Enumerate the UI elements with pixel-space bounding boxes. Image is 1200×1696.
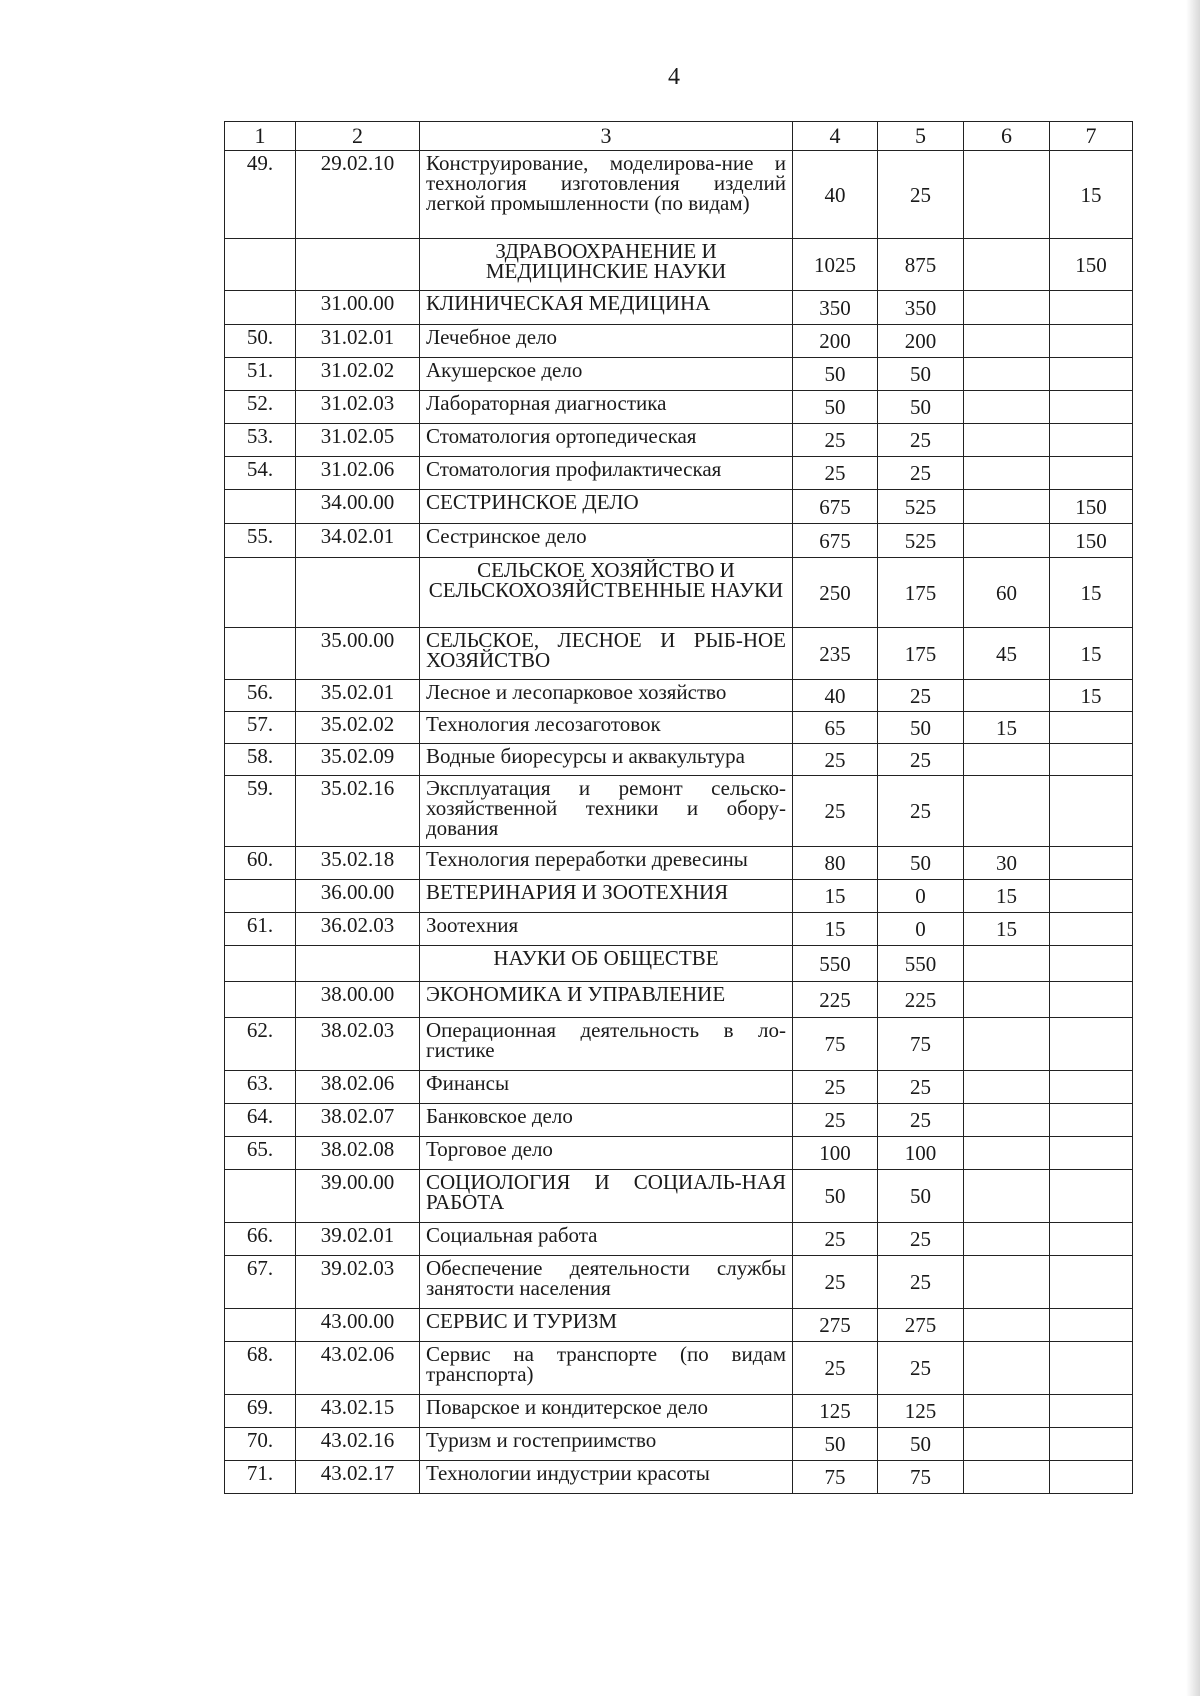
code-cell: 38.00.00 <box>296 982 420 1018</box>
col6-value-cell <box>964 151 1050 239</box>
row-number-cell: 58. <box>225 744 296 776</box>
row-number-cell: 68. <box>225 1342 296 1395</box>
col7-value-cell <box>1050 1170 1133 1223</box>
name-cell: Технология лесозаготовок <box>420 712 793 744</box>
name-cell: Эксплуатация и ремонт сельско-хозяйственной техники и обору-дования <box>420 776 793 847</box>
col6-value-cell <box>964 325 1050 358</box>
header-col-3: 3 <box>420 122 793 151</box>
row-number-cell: 64. <box>225 1104 296 1137</box>
col4-value-cell: 75 <box>793 1018 878 1071</box>
row-number-cell <box>225 946 296 982</box>
table-row <box>225 913 1133 946</box>
code-cell: 35.02.18 <box>296 847 420 880</box>
col6-value-cell <box>964 291 1050 325</box>
col6-value-cell: 45 <box>964 628 1050 680</box>
col7-value-cell <box>1050 391 1133 424</box>
col5-value-cell: 0 <box>878 913 964 946</box>
col5-value-cell: 50 <box>878 391 964 424</box>
col4-value-cell: 25 <box>793 424 878 457</box>
col4-value-cell: 125 <box>793 1395 878 1428</box>
col5-value-cell: 25 <box>878 424 964 457</box>
col6-value-cell <box>964 391 1050 424</box>
specialties-table <box>224 121 1133 1494</box>
code-cell: 31.02.06 <box>296 457 420 490</box>
col4-value-cell: 40 <box>793 680 878 712</box>
col5-value-cell: 50 <box>878 358 964 391</box>
table-row <box>225 1309 1133 1342</box>
table-row <box>225 1137 1133 1170</box>
table-row <box>225 628 1133 680</box>
table-row <box>225 391 1133 424</box>
col4-value-cell: 15 <box>793 880 878 913</box>
col5-value-cell: 25 <box>878 1071 964 1104</box>
table-row <box>225 880 1133 913</box>
col7-value-cell <box>1050 913 1133 946</box>
col4-value-cell: 25 <box>793 776 878 847</box>
col5-value-cell: 175 <box>878 558 964 628</box>
col6-value-cell <box>964 1071 1050 1104</box>
col6-value-cell <box>964 1342 1050 1395</box>
row-number-cell: 66. <box>225 1223 296 1256</box>
col7-value-cell <box>1050 946 1133 982</box>
col4-value-cell: 1025 <box>793 239 878 291</box>
code-cell: 36.00.00 <box>296 880 420 913</box>
table-body <box>225 122 1133 1494</box>
col6-value-cell <box>964 982 1050 1018</box>
name-cell: Лечебное дело <box>420 325 793 358</box>
code-cell: 31.02.03 <box>296 391 420 424</box>
row-number-cell: 56. <box>225 680 296 712</box>
row-number-cell: 53. <box>225 424 296 457</box>
col4-value-cell: 100 <box>793 1137 878 1170</box>
table-row <box>225 424 1133 457</box>
col5-value-cell: 0 <box>878 880 964 913</box>
code-cell: 43.02.15 <box>296 1395 420 1428</box>
col5-value-cell: 25 <box>878 1342 964 1395</box>
col5-value-cell: 75 <box>878 1461 964 1494</box>
name-cell: СЕРВИС И ТУРИЗМ <box>420 1309 793 1342</box>
col7-value-cell <box>1050 712 1133 744</box>
row-number-cell: 50. <box>225 325 296 358</box>
name-cell: Торговое дело <box>420 1137 793 1170</box>
table-row <box>225 982 1133 1018</box>
col5-value-cell: 875 <box>878 239 964 291</box>
code-cell: 34.00.00 <box>296 490 420 524</box>
name-cell: Операционная деятельность в ло-гистике <box>420 1018 793 1071</box>
header-col-5: 5 <box>878 122 964 151</box>
col7-value-cell <box>1050 1395 1133 1428</box>
row-number-cell <box>225 880 296 913</box>
col7-value-cell <box>1050 744 1133 776</box>
row-number-cell: 60. <box>225 847 296 880</box>
code-cell: 43.02.06 <box>296 1342 420 1395</box>
code-cell: 31.02.05 <box>296 424 420 457</box>
col4-value-cell: 250 <box>793 558 878 628</box>
col6-value-cell <box>964 1461 1050 1494</box>
col7-value-cell <box>1050 1137 1133 1170</box>
col7-value-cell <box>1050 847 1133 880</box>
col6-value-cell <box>964 490 1050 524</box>
col7-value-cell: 150 <box>1050 490 1133 524</box>
code-cell: 38.02.03 <box>296 1018 420 1071</box>
table-row <box>225 744 1133 776</box>
col5-value-cell: 125 <box>878 1395 964 1428</box>
name-cell: Обеспечение деятельности службы занятости населения <box>420 1256 793 1309</box>
col7-value-cell <box>1050 1104 1133 1137</box>
col7-value-cell <box>1050 1071 1133 1104</box>
col5-value-cell: 25 <box>878 744 964 776</box>
col7-value-cell: 15 <box>1050 680 1133 712</box>
name-cell: Лабораторная диагностика <box>420 391 793 424</box>
col6-value-cell <box>964 239 1050 291</box>
col6-value-cell <box>964 358 1050 391</box>
col7-value-cell <box>1050 291 1133 325</box>
name-cell: Сестринское дело <box>420 524 793 558</box>
name-cell: КЛИНИЧЕСКАЯ МЕДИЦИНА <box>420 291 793 325</box>
header-col-2: 2 <box>296 122 420 151</box>
table-row <box>225 1342 1133 1395</box>
col7-value-cell <box>1050 1461 1133 1494</box>
page-number: 4 <box>668 64 680 90</box>
col7-value-cell: 15 <box>1050 628 1133 680</box>
row-number-cell: 67. <box>225 1256 296 1309</box>
page-edge-shadow <box>1186 0 1200 1696</box>
col7-value-cell <box>1050 776 1133 847</box>
row-number-cell: 63. <box>225 1071 296 1104</box>
table-row <box>225 490 1133 524</box>
col4-value-cell: 550 <box>793 946 878 982</box>
name-cell: Стоматология профилактическая <box>420 457 793 490</box>
col4-value-cell: 275 <box>793 1309 878 1342</box>
row-number-cell: 65. <box>225 1137 296 1170</box>
col6-value-cell <box>964 1170 1050 1223</box>
col5-value-cell: 350 <box>878 291 964 325</box>
name-cell: Стоматология ортопедическая <box>420 424 793 457</box>
col5-value-cell: 100 <box>878 1137 964 1170</box>
col7-value-cell <box>1050 457 1133 490</box>
col7-value-cell: 15 <box>1050 558 1133 628</box>
col7-value-cell <box>1050 1256 1133 1309</box>
col7-value-cell <box>1050 1342 1133 1395</box>
table-row <box>225 239 1133 291</box>
col6-value-cell: 30 <box>964 847 1050 880</box>
col6-value-cell <box>964 946 1050 982</box>
table-row <box>225 524 1133 558</box>
col5-value-cell: 225 <box>878 982 964 1018</box>
row-number-cell: 49. <box>225 151 296 239</box>
col6-value-cell <box>964 524 1050 558</box>
col4-value-cell: 675 <box>793 524 878 558</box>
col5-value-cell: 75 <box>878 1018 964 1071</box>
col5-value-cell: 25 <box>878 776 964 847</box>
col5-value-cell: 50 <box>878 712 964 744</box>
col7-value-cell: 15 <box>1050 151 1133 239</box>
code-cell: 34.02.01 <box>296 524 420 558</box>
col5-value-cell: 275 <box>878 1309 964 1342</box>
col6-value-cell <box>964 1223 1050 1256</box>
code-cell: 35.00.00 <box>296 628 420 680</box>
name-cell: Конструирование, моделирова-ние и технология изготовления изделий легкой промышленности (по видам) <box>420 151 793 239</box>
row-number-cell: 61. <box>225 913 296 946</box>
table-row <box>225 847 1133 880</box>
col4-value-cell: 75 <box>793 1461 878 1494</box>
col7-value-cell: 150 <box>1050 524 1133 558</box>
col5-value-cell: 25 <box>878 680 964 712</box>
code-cell: 35.02.16 <box>296 776 420 847</box>
row-number-cell: 51. <box>225 358 296 391</box>
col6-value-cell <box>964 1104 1050 1137</box>
name-cell: Водные биоресурсы и аквакультура <box>420 744 793 776</box>
table-row <box>225 1395 1133 1428</box>
name-cell: ВЕТЕРИНАРИЯ И ЗООТЕХНИЯ <box>420 880 793 913</box>
header-col-4: 4 <box>793 122 878 151</box>
col4-value-cell: 675 <box>793 490 878 524</box>
col4-value-cell: 25 <box>793 1071 878 1104</box>
code-cell: 38.02.08 <box>296 1137 420 1170</box>
col4-value-cell: 350 <box>793 291 878 325</box>
row-number-cell <box>225 1309 296 1342</box>
col4-value-cell: 50 <box>793 1170 878 1223</box>
col7-value-cell <box>1050 358 1133 391</box>
table-header-row <box>225 122 1133 151</box>
row-number-cell: 55. <box>225 524 296 558</box>
col7-value-cell <box>1050 1223 1133 1256</box>
row-number-cell: 59. <box>225 776 296 847</box>
name-cell: СЕСТРИНСКОЕ ДЕЛО <box>420 490 793 524</box>
col7-value-cell <box>1050 325 1133 358</box>
col5-value-cell: 200 <box>878 325 964 358</box>
table-row <box>225 680 1133 712</box>
col4-value-cell: 25 <box>793 744 878 776</box>
row-number-cell <box>225 628 296 680</box>
code-cell: 31.02.01 <box>296 325 420 358</box>
col5-value-cell: 525 <box>878 524 964 558</box>
code-cell: 39.02.03 <box>296 1256 420 1309</box>
row-number-cell: 69. <box>225 1395 296 1428</box>
code-cell: 43.00.00 <box>296 1309 420 1342</box>
col6-value-cell <box>964 1428 1050 1461</box>
col7-value-cell <box>1050 982 1133 1018</box>
header-col-6: 6 <box>964 122 1050 151</box>
row-number-cell <box>225 558 296 628</box>
name-cell: Сервис на транспорте (по видам транспорта) <box>420 1342 793 1395</box>
table-row <box>225 558 1133 628</box>
table-row <box>225 1170 1133 1223</box>
code-cell: 35.02.02 <box>296 712 420 744</box>
row-number-cell: 71. <box>225 1461 296 1494</box>
code-cell: 43.02.16 <box>296 1428 420 1461</box>
col4-value-cell: 25 <box>793 457 878 490</box>
table-row <box>225 358 1133 391</box>
col5-value-cell: 50 <box>878 1170 964 1223</box>
col5-value-cell: 525 <box>878 490 964 524</box>
col5-value-cell: 50 <box>878 1428 964 1461</box>
col4-value-cell: 25 <box>793 1342 878 1395</box>
code-cell: 35.02.01 <box>296 680 420 712</box>
name-cell: ЭКОНОМИКА И УПРАВЛЕНИЕ <box>420 982 793 1018</box>
code-cell: 36.02.03 <box>296 913 420 946</box>
col4-value-cell: 50 <box>793 358 878 391</box>
col6-value-cell <box>964 1309 1050 1342</box>
col5-value-cell: 25 <box>878 1223 964 1256</box>
table-row <box>225 457 1133 490</box>
col4-value-cell: 50 <box>793 1428 878 1461</box>
row-number-cell <box>225 239 296 291</box>
col7-value-cell <box>1050 1018 1133 1071</box>
col4-value-cell: 25 <box>793 1256 878 1309</box>
row-number-cell: 57. <box>225 712 296 744</box>
col4-value-cell: 25 <box>793 1104 878 1137</box>
col6-value-cell <box>964 1018 1050 1071</box>
col5-value-cell: 175 <box>878 628 964 680</box>
col4-value-cell: 25 <box>793 1223 878 1256</box>
col5-value-cell: 25 <box>878 457 964 490</box>
name-cell: Лесное и лесопарковое хозяйство <box>420 680 793 712</box>
code-cell <box>296 946 420 982</box>
name-cell: СЕЛЬСКОЕ, ЛЕСНОЕ И РЫБ-НОЕ ХОЗЯЙСТВО <box>420 628 793 680</box>
table-row <box>225 1461 1133 1494</box>
col7-value-cell <box>1050 424 1133 457</box>
code-cell: 43.02.17 <box>296 1461 420 1494</box>
table-row <box>225 1256 1133 1309</box>
code-cell: 29.02.10 <box>296 151 420 239</box>
col5-value-cell: 550 <box>878 946 964 982</box>
code-cell: 31.00.00 <box>296 291 420 325</box>
col4-value-cell: 200 <box>793 325 878 358</box>
code-cell: 39.02.01 <box>296 1223 420 1256</box>
name-cell: СЕЛЬСКОЕ ХОЗЯЙСТВО И СЕЛЬСКОХОЗЯЙСТВЕННЫЕ НАУКИ <box>420 558 793 628</box>
table-row <box>225 1428 1133 1461</box>
code-cell: 38.02.06 <box>296 1071 420 1104</box>
col6-value-cell <box>964 744 1050 776</box>
header-col-1: 1 <box>225 122 296 151</box>
col6-value-cell <box>964 457 1050 490</box>
code-cell: 35.02.09 <box>296 744 420 776</box>
col4-value-cell: 15 <box>793 913 878 946</box>
col4-value-cell: 80 <box>793 847 878 880</box>
table-row <box>225 1018 1133 1071</box>
name-cell: ЗДРАВООХРАНЕНИЕ И МЕДИЦИНСКИЕ НАУКИ <box>420 239 793 291</box>
name-cell: Банковское дело <box>420 1104 793 1137</box>
table-row <box>225 712 1133 744</box>
name-cell: Поварское и кондитерское дело <box>420 1395 793 1428</box>
name-cell: НАУКИ ОБ ОБЩЕСТВЕ <box>420 946 793 982</box>
col6-value-cell <box>964 424 1050 457</box>
row-number-cell: 54. <box>225 457 296 490</box>
col4-value-cell: 50 <box>793 391 878 424</box>
code-cell: 38.02.07 <box>296 1104 420 1137</box>
table-row <box>225 776 1133 847</box>
col7-value-cell <box>1050 1428 1133 1461</box>
col6-value-cell: 15 <box>964 880 1050 913</box>
code-cell <box>296 239 420 291</box>
col6-value-cell <box>964 776 1050 847</box>
col6-value-cell <box>964 1256 1050 1309</box>
col6-value-cell <box>964 1395 1050 1428</box>
col5-value-cell: 25 <box>878 1104 964 1137</box>
col4-value-cell: 225 <box>793 982 878 1018</box>
name-cell: Технологии индустрии красоты <box>420 1461 793 1494</box>
row-number-cell <box>225 982 296 1018</box>
row-number-cell <box>225 1170 296 1223</box>
name-cell: Социальная работа <box>420 1223 793 1256</box>
col6-value-cell <box>964 1137 1050 1170</box>
code-cell: 39.00.00 <box>296 1170 420 1223</box>
col5-value-cell: 25 <box>878 151 964 239</box>
col4-value-cell: 40 <box>793 151 878 239</box>
row-number-cell <box>225 291 296 325</box>
col6-value-cell <box>964 680 1050 712</box>
name-cell: Акушерское дело <box>420 358 793 391</box>
table-row <box>225 325 1133 358</box>
col7-value-cell <box>1050 880 1133 913</box>
row-number-cell: 62. <box>225 1018 296 1071</box>
col7-value-cell <box>1050 1309 1133 1342</box>
header-col-7: 7 <box>1050 122 1133 151</box>
table-row <box>225 1071 1133 1104</box>
col6-value-cell: 60 <box>964 558 1050 628</box>
name-cell: Зоотехния <box>420 913 793 946</box>
col4-value-cell: 65 <box>793 712 878 744</box>
name-cell: СОЦИОЛОГИЯ И СОЦИАЛЬ-НАЯ РАБОТА <box>420 1170 793 1223</box>
table-row <box>225 1104 1133 1137</box>
code-cell: 31.02.02 <box>296 358 420 391</box>
table-row <box>225 151 1133 239</box>
col4-value-cell: 235 <box>793 628 878 680</box>
col6-value-cell: 15 <box>964 712 1050 744</box>
col6-value-cell: 15 <box>964 913 1050 946</box>
row-number-cell: 70. <box>225 1428 296 1461</box>
name-cell: Технология переработки древесины <box>420 847 793 880</box>
table-row <box>225 291 1133 325</box>
col7-value-cell: 150 <box>1050 239 1133 291</box>
name-cell: Туризм и гостеприимство <box>420 1428 793 1461</box>
table-row <box>225 946 1133 982</box>
row-number-cell <box>225 490 296 524</box>
name-cell: Финансы <box>420 1071 793 1104</box>
code-cell <box>296 558 420 628</box>
col5-value-cell: 50 <box>878 847 964 880</box>
col5-value-cell: 25 <box>878 1256 964 1309</box>
table-row <box>225 1223 1133 1256</box>
row-number-cell: 52. <box>225 391 296 424</box>
